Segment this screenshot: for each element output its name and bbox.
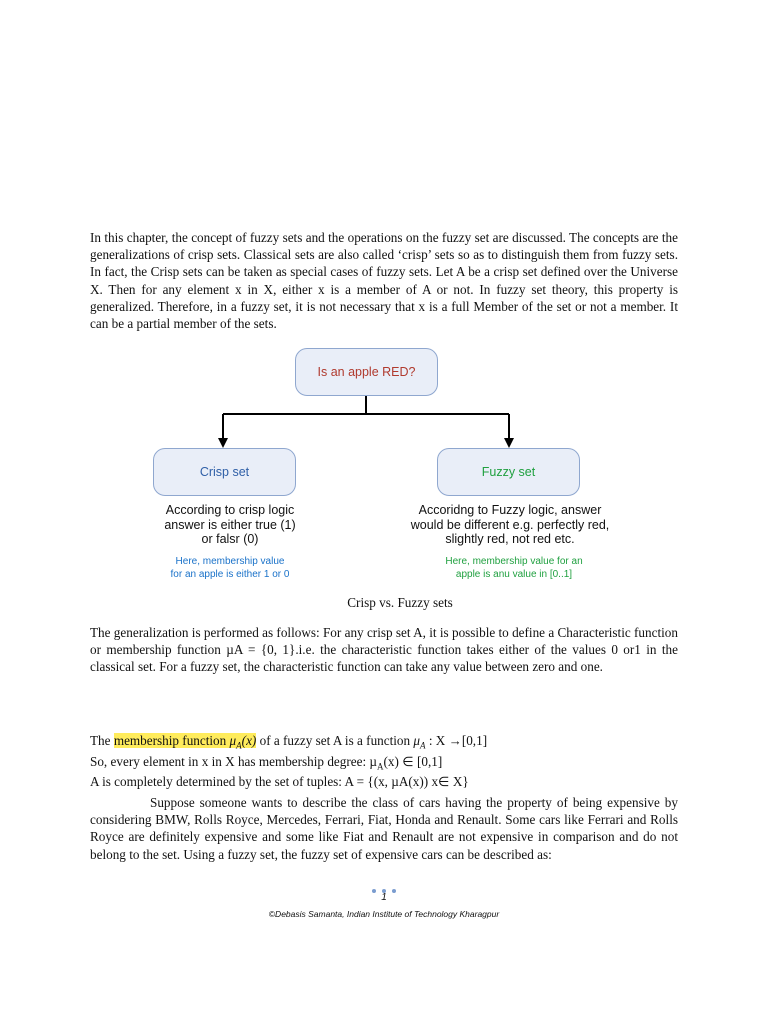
subscript-a: A	[420, 740, 426, 751]
diagram-crisp-node: Crisp set	[153, 448, 296, 496]
def-mapping	[413, 733, 426, 751]
highlighted-term	[113, 733, 257, 751]
def-text: The	[90, 733, 114, 748]
def-text: So, every element in x in X has membership degree: µ	[90, 753, 378, 769]
definition-line-2	[90, 754, 690, 775]
fuzzy-description	[390, 503, 630, 547]
fuzzy-desc-line: slightly red, not red etc.	[445, 532, 575, 546]
subscript-a: A	[377, 761, 384, 772]
crisp-note	[140, 556, 320, 581]
def-mapping-text: : X →[0,1]	[425, 733, 488, 748]
copyright-footer: ©Debasis Samanta, Indian Institute of Technology Kharagpur	[268, 909, 500, 919]
membership-definition	[90, 733, 690, 790]
intro-paragraph: In this chapter, the concept of fuzzy sets and the operations on the fuzzy set are discussed. The concepts are the generalizations of crisp sets. Classical sets are also called ‘crisp’ sets so as to distinguish them from fuzzy sets. In fact, the Crisp sets can be taken as special cases of fuzzy sets. Let A be a crisp set defined over the Universe X. Then for any element x in X, either x is a member of A or not. In fuzzy set theory, this property is generalized. Therefore, in a fuzzy set, it is not necessary that x is a full Member of the set or not a member. It can be a partial member of the sets.	[90, 230, 678, 332]
page-number: 1	[381, 892, 387, 903]
def-text: of a fuzzy set A is a function	[256, 733, 414, 748]
crisp-desc-line: According to crisp logic	[165, 503, 295, 517]
def-mu	[229, 733, 257, 751]
figure-caption: Crisp vs. Fuzzy sets	[347, 595, 453, 610]
fuzzy-note	[414, 556, 614, 581]
generalization-paragraph: The generalization is performed as follows: For any crisp set A, it is possible to define a Characteristic function or membership function µA = {0, 1}.i.e. the characteristic function takes either of the values 0 or1 in the classical set. For a fuzzy set, the characteristic function can take any value between zero and one.	[90, 625, 678, 675]
fuzzy-desc-line: Accoridng to Fuzzy logic, answer	[418, 503, 602, 517]
diagram-root-node: Is an apple RED?	[295, 348, 438, 396]
crisp-note-line: Here, membership value	[175, 556, 285, 567]
diagram-fuzzy-node: Fuzzy set	[437, 448, 580, 496]
mu-symbol: μ	[413, 733, 421, 748]
mu-symbol: μ	[229, 733, 237, 748]
def-arg: (x)	[241, 733, 257, 748]
fuzzy-note-line: Here, membership value for an	[445, 556, 583, 567]
definition-line-3: A is completely determined by the set of tuples: A = {(x, µA(x)) x∈ X}	[90, 774, 469, 790]
crisp-desc-line: or falsr (0)	[201, 532, 259, 546]
cars-paragraph: Suppose someone wants to describe the class of cars having the property of being expensive by considering BMW, Rolls Royce, Mercedes, Ferrari, Fiat, Honda and Renault. Some cars like Ferrari and Rolls Royce are definitely expensive and some like Fiat and Renault are not expensive in comparison and do not belong to the set. Using a fuzzy set, the fuzzy set of expensive cars can be described as:	[90, 795, 678, 862]
fuzzy-note-line: apple is anu value in [0..1]	[455, 568, 573, 580]
crisp-note-line: for an apple is either 1 or 0	[170, 568, 290, 580]
arrowhead-crisp	[218, 438, 228, 448]
subscript-a: A	[236, 740, 242, 751]
def-term: membership function	[113, 733, 230, 748]
def-text: (x) ∈ [0,1]	[383, 753, 443, 769]
definition-line-1	[90, 733, 690, 754]
crisp-desc-line: answer is either true (1)	[164, 517, 296, 532]
fuzzy-desc-line: would be different e.g. perfectly red,	[410, 517, 610, 532]
arrowhead-fuzzy	[504, 438, 514, 448]
crisp-description	[140, 503, 320, 547]
